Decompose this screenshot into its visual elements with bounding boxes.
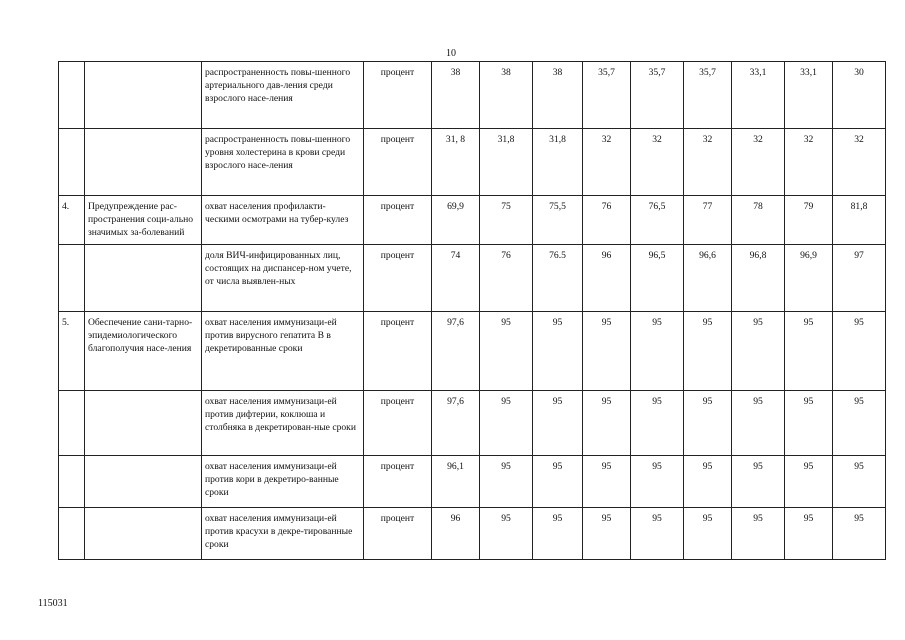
value-cell: 95 bbox=[533, 391, 583, 456]
indicator-cell: охват населения профилакти-ческими осмотрами на тубер-кулез bbox=[202, 196, 364, 245]
table-row bbox=[59, 196, 886, 245]
task-cell bbox=[85, 391, 202, 456]
value-cell: 32 bbox=[631, 129, 684, 196]
value-cell: 96,6 bbox=[684, 245, 732, 312]
table-row bbox=[59, 62, 886, 129]
value-cell: 76 bbox=[583, 196, 631, 245]
value-cell: 79 bbox=[785, 196, 833, 245]
value-cell: 95 bbox=[583, 312, 631, 391]
table-row bbox=[59, 391, 886, 456]
value-cell: 95 bbox=[833, 456, 886, 508]
indicator-cell: охват населения иммунизаци-ей против кори в декретиро-ванные сроки bbox=[202, 456, 364, 508]
unit-cell: процент bbox=[364, 456, 432, 508]
value-cell: 95 bbox=[684, 508, 732, 560]
task-cell: Предупреждение рас-пространения соци-ально значимых за-болеваний bbox=[85, 196, 202, 245]
unit-cell: процент bbox=[364, 508, 432, 560]
value-cell: 35,7 bbox=[684, 62, 732, 129]
indicators-table bbox=[58, 61, 886, 560]
unit-cell: процент bbox=[364, 391, 432, 456]
page-number: 10 bbox=[446, 48, 456, 59]
task-cell bbox=[85, 245, 202, 312]
row-number-cell bbox=[59, 456, 85, 508]
value-cell: 95 bbox=[583, 391, 631, 456]
value-cell: 31, 8 bbox=[432, 129, 480, 196]
value-cell: 95 bbox=[480, 456, 533, 508]
value-cell: 31,8 bbox=[480, 129, 533, 196]
task-cell bbox=[85, 456, 202, 508]
value-cell: 95 bbox=[833, 508, 886, 560]
value-cell: 95 bbox=[631, 456, 684, 508]
value-cell: 95 bbox=[785, 456, 833, 508]
value-cell: 76 bbox=[480, 245, 533, 312]
value-cell: 95 bbox=[533, 508, 583, 560]
value-cell: 95 bbox=[684, 312, 732, 391]
row-number-cell: 5. bbox=[59, 312, 85, 391]
indicator-cell: охват населения иммунизаци-ей против вирусного гепатита В в декретированные сроки bbox=[202, 312, 364, 391]
row-number-cell bbox=[59, 508, 85, 560]
value-cell: 35,7 bbox=[631, 62, 684, 129]
table-row bbox=[59, 129, 886, 196]
value-cell: 76.5 bbox=[533, 245, 583, 312]
unit-cell: процент bbox=[364, 62, 432, 129]
indicator-cell: распространенность повы-шенного уровня холестерина в крови среди взрослого насе-ления bbox=[202, 129, 364, 196]
value-cell: 32 bbox=[785, 129, 833, 196]
value-cell: 95 bbox=[732, 391, 785, 456]
value-cell: 96,1 bbox=[432, 456, 480, 508]
unit-cell: процент bbox=[364, 129, 432, 196]
value-cell: 95 bbox=[732, 456, 785, 508]
value-cell: 95 bbox=[533, 456, 583, 508]
task-cell bbox=[85, 508, 202, 560]
value-cell: 38 bbox=[533, 62, 583, 129]
value-cell: 95 bbox=[631, 391, 684, 456]
indicator-cell: охват населения иммунизаци-ей против красухи в декре-тированные сроки bbox=[202, 508, 364, 560]
unit-cell: процент bbox=[364, 196, 432, 245]
unit-cell: процент bbox=[364, 245, 432, 312]
value-cell: 95 bbox=[631, 508, 684, 560]
value-cell: 95 bbox=[785, 312, 833, 391]
row-number-cell bbox=[59, 245, 85, 312]
value-cell: 81,8 bbox=[833, 196, 886, 245]
task-cell bbox=[85, 62, 202, 129]
indicator-cell: распространенность повы-шенного артериального дав-ления среди взрослого насе-ления bbox=[202, 62, 364, 129]
table-row bbox=[59, 245, 886, 312]
value-cell: 33,1 bbox=[732, 62, 785, 129]
value-cell: 32 bbox=[732, 129, 785, 196]
value-cell: 69,9 bbox=[432, 196, 480, 245]
value-cell: 96,5 bbox=[631, 245, 684, 312]
value-cell: 77 bbox=[684, 196, 732, 245]
row-number-cell bbox=[59, 391, 85, 456]
value-cell: 30 bbox=[833, 62, 886, 129]
value-cell: 75 bbox=[480, 196, 533, 245]
value-cell: 32 bbox=[684, 129, 732, 196]
value-cell: 96,9 bbox=[785, 245, 833, 312]
value-cell: 95 bbox=[732, 312, 785, 391]
value-cell: 33,1 bbox=[785, 62, 833, 129]
value-cell: 78 bbox=[732, 196, 785, 245]
value-cell: 32 bbox=[833, 129, 886, 196]
task-cell bbox=[85, 129, 202, 196]
value-cell: 95 bbox=[583, 508, 631, 560]
value-cell: 95 bbox=[480, 312, 533, 391]
value-cell: 32 bbox=[583, 129, 631, 196]
value-cell: 95 bbox=[684, 456, 732, 508]
value-cell: 96 bbox=[583, 245, 631, 312]
value-cell: 38 bbox=[432, 62, 480, 129]
value-cell: 95 bbox=[833, 312, 886, 391]
value-cell: 95 bbox=[785, 508, 833, 560]
table-row bbox=[59, 312, 886, 391]
table-row bbox=[59, 508, 886, 560]
value-cell: 74 bbox=[432, 245, 480, 312]
value-cell: 95 bbox=[631, 312, 684, 391]
value-cell: 95 bbox=[480, 508, 533, 560]
table-row bbox=[59, 456, 886, 508]
value-cell: 97 bbox=[833, 245, 886, 312]
value-cell: 35,7 bbox=[583, 62, 631, 129]
indicator-cell: доля ВИЧ-инфицированных лиц, состоящих на диспансер-ном учете, от числа выявлен-ных bbox=[202, 245, 364, 312]
value-cell: 95 bbox=[833, 391, 886, 456]
value-cell: 76,5 bbox=[631, 196, 684, 245]
value-cell: 95 bbox=[684, 391, 732, 456]
value-cell: 75,5 bbox=[533, 196, 583, 245]
value-cell: 97,6 bbox=[432, 312, 480, 391]
value-cell: 95 bbox=[533, 312, 583, 391]
value-cell: 95 bbox=[480, 391, 533, 456]
value-cell: 31,8 bbox=[533, 129, 583, 196]
value-cell: 95 bbox=[732, 508, 785, 560]
table-body bbox=[59, 62, 886, 560]
row-number-cell bbox=[59, 129, 85, 196]
value-cell: 97,6 bbox=[432, 391, 480, 456]
value-cell: 38 bbox=[480, 62, 533, 129]
document-code: 115031 bbox=[38, 598, 68, 609]
value-cell: 96 bbox=[432, 508, 480, 560]
task-cell: Обеспечение сани-тарно-эпидемиологического благополучия насе-ления bbox=[85, 312, 202, 391]
unit-cell: процент bbox=[364, 312, 432, 391]
value-cell: 95 bbox=[583, 456, 631, 508]
row-number-cell: 4. bbox=[59, 196, 85, 245]
value-cell: 96,8 bbox=[732, 245, 785, 312]
value-cell: 95 bbox=[785, 391, 833, 456]
row-number-cell bbox=[59, 62, 85, 129]
indicator-cell: охват населения иммунизаци-ей против дифтерии, коклюша и столбняка в декретирован-ные сроки bbox=[202, 391, 364, 456]
